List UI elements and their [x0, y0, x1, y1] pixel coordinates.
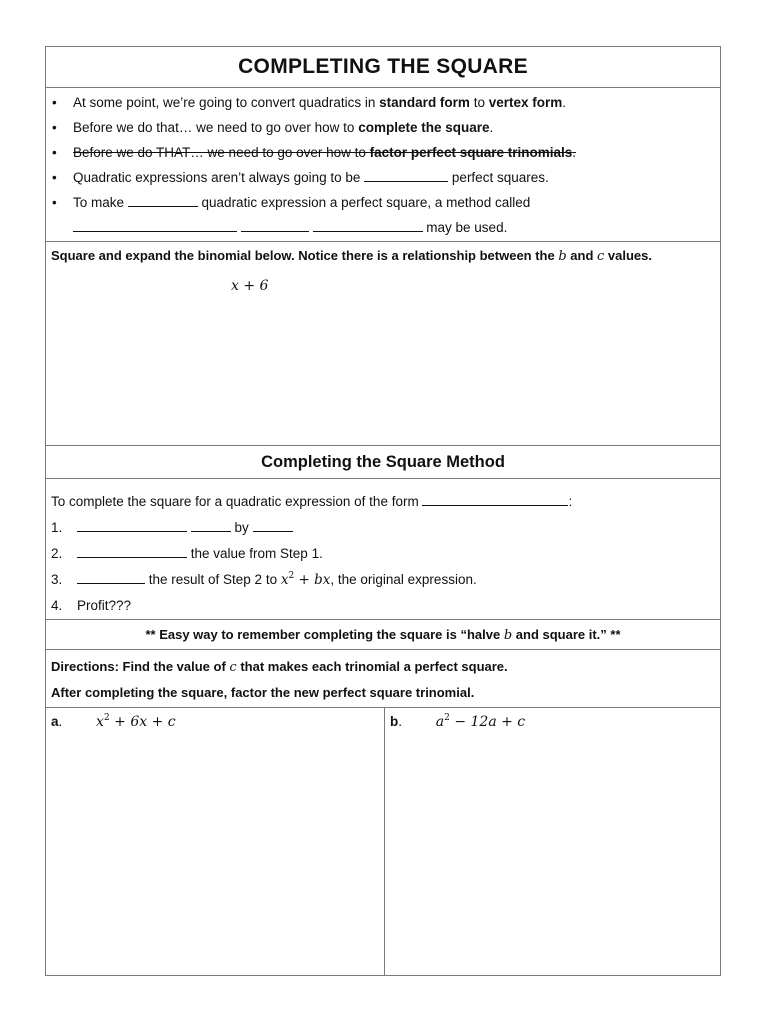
binomial-instruction [51, 248, 720, 264]
tip-pre: ** Easy way to remember completing the square is “halve [145, 627, 504, 642]
method-intro-pre: To complete the square for a quadratic expression of the form [51, 494, 423, 509]
bullet-3-pre: Before we do THAT… we need to go over how to [73, 145, 370, 160]
step-4-text: Profit??? [77, 598, 132, 613]
binomial-and: and [566, 248, 598, 263]
tip-text [145, 627, 620, 642]
page-title: COMPLETING THE SQUARE [238, 55, 528, 78]
step-2-text: the value from Step 1. [187, 546, 323, 561]
step-3-plus: + [294, 572, 315, 588]
problem-b-base: a [435, 714, 445, 730]
binomial-instruction-pre: Square and expand the binomial below. Notice there is a relationship between the [51, 248, 559, 263]
bullet-1-pre: At some point, we’re going to convert quadratics in [73, 95, 380, 110]
step-3-x: x [280, 572, 289, 588]
bullet-5-post: may be used. [422, 220, 508, 235]
blank-line [77, 517, 187, 532]
bullet-2-post: . [489, 120, 494, 135]
step-3-bx: bx [314, 572, 331, 588]
problem-b-expression [436, 714, 525, 730]
blank-line [241, 217, 309, 232]
step-1 [51, 515, 720, 541]
bullet-4-pre: Quadratic expressions aren’t always going to be [73, 170, 365, 185]
step-1-number: 1. [51, 520, 63, 535]
directions-post: that makes each trinomial a perfect square. [236, 659, 508, 674]
bullet-3-struck [73, 140, 720, 165]
directions-var-c: c [229, 660, 237, 675]
step-3-expression [281, 572, 331, 588]
problem-a-dot: . [58, 714, 63, 729]
intro-bullets [46, 88, 720, 242]
problem-a-base: x [96, 714, 104, 730]
bullet-4 [73, 165, 720, 190]
bullet-3-post: . [572, 145, 576, 160]
bullet-5-pre: To make [73, 195, 128, 210]
bullet-5 [73, 190, 720, 240]
bullet-5-mid: quadratic expression a perfect square, a method called [197, 195, 531, 210]
method-intro-post: : [568, 494, 573, 509]
blank-line [313, 217, 423, 232]
bullet-1-standard-form: standard form [379, 95, 470, 110]
column-divider [384, 708, 385, 975]
step-3 [51, 567, 720, 593]
var-c: c [597, 249, 605, 264]
step-3-post: , the original expression. [330, 572, 477, 587]
problem-b-rest: − 12a + c [449, 714, 526, 730]
directions-line-1 [51, 656, 720, 679]
method-heading: Completing the Square Method [261, 453, 505, 471]
directions-pre: Directions: Find the value of [51, 659, 230, 674]
directions-section [46, 650, 720, 708]
bullet-1 [73, 90, 720, 115]
bullet-1-post: . [562, 95, 567, 110]
bullet-2-pre: Before we do that… we need to go over how to [73, 120, 359, 135]
method-steps [46, 479, 720, 620]
step-2-number: 2. [51, 546, 63, 561]
step-3-exponent: 2 [288, 571, 295, 581]
blank-line [191, 517, 231, 532]
problem-a-expression [96, 714, 176, 730]
step-4 [51, 593, 720, 619]
binomial-expression: x + 6 [231, 278, 269, 294]
blank-line [73, 217, 237, 232]
title-section [46, 47, 720, 88]
bullet-1-vertex-form: vertex form [488, 95, 563, 110]
tip-section [46, 620, 720, 650]
bullet-2-bold: complete the square [358, 120, 490, 135]
method-intro [51, 489, 720, 515]
tip-var-b: b [503, 628, 513, 643]
blank-line [364, 167, 448, 182]
blank-line [128, 192, 198, 207]
method-heading-section [46, 446, 720, 479]
directions-line-2: After completing the square, factor the new perfect square trinomial. [51, 685, 475, 700]
worksheet [45, 46, 721, 976]
blank-line [77, 543, 187, 558]
bullet-2 [73, 115, 720, 140]
blank-line [77, 569, 145, 584]
step-3-number: 3. [51, 572, 63, 587]
problem-b-exponent: 2 [444, 713, 450, 723]
step-2 [51, 541, 720, 567]
bullet-4-post: perfect squares. [448, 170, 549, 185]
problem-a [51, 714, 176, 730]
problems-grid [46, 708, 720, 975]
problem-a-label: a [51, 714, 59, 729]
var-b: b [558, 249, 567, 264]
problem-a-rest: + 6x + c [109, 714, 176, 730]
tip-post: and square it.” ** [512, 627, 621, 642]
problem-b [390, 714, 525, 730]
problem-b-label: b [390, 714, 399, 729]
bullet-3-bold: factor perfect square trinomials [369, 145, 573, 160]
bullet-1-mid: to [469, 95, 489, 110]
step-3-pre: the result of Step 2 to [145, 572, 281, 587]
problem-a-exponent: 2 [103, 713, 110, 723]
step-4-number: 4. [51, 598, 63, 613]
blank-line [422, 491, 568, 506]
binomial-instruction-post: values. [604, 248, 652, 263]
binomial-section [46, 242, 720, 446]
problem-b-dot: . [398, 714, 403, 729]
blank-line [253, 517, 293, 532]
step-1-by: by [230, 520, 253, 535]
